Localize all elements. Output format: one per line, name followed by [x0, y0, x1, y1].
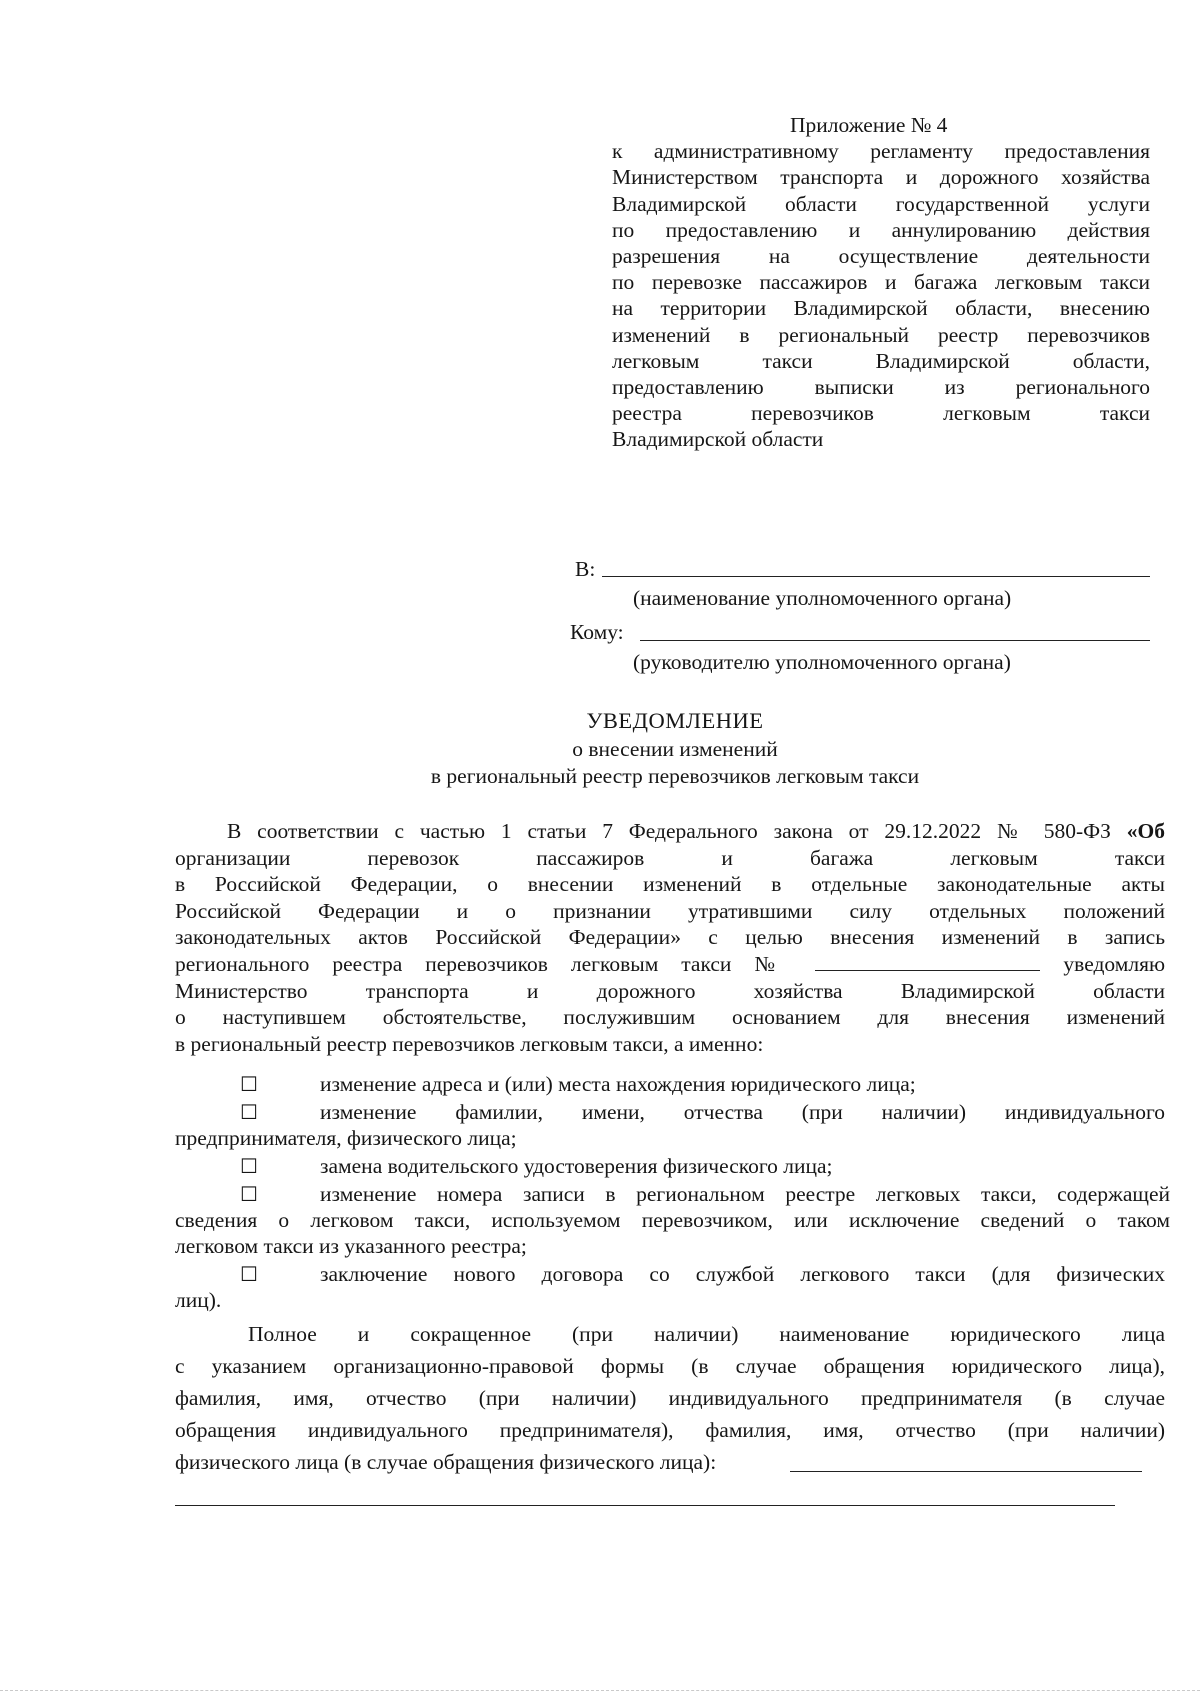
annex-line: по перевозке пассажиров и багажа легковым такси [612, 270, 1150, 295]
annex-line: к административному регламенту предоставления [612, 139, 1150, 164]
whom-label: Кому: [570, 620, 624, 644]
body-line: о наступившем обстоятельстве, послужившим основанием для внесения изменений [175, 1005, 1165, 1030]
option-label: сведения о легковом такси, используемом перевозчиком, или исключение сведений о таком [175, 1208, 1170, 1232]
option-label: изменение номера записи в региональном реестре легковых такси, содержащей [320, 1182, 1170, 1206]
to-label: В: [575, 557, 596, 581]
body-line: физического лица (в случае обращения физического лица): [175, 1450, 717, 1474]
option-checkbox[interactable]: ☐ [240, 1102, 258, 1124]
option-checkbox[interactable]: ☐ [240, 1184, 258, 1206]
annex-line: Владимирской области государственной услуги [612, 191, 1150, 216]
option-label: замена водительского удостоверения физического лица; [320, 1154, 833, 1178]
body-line: с указанием организационно-правовой формы (в случае обращения юридического лица), [175, 1354, 1165, 1378]
body-line: в региональный реестр перевозчиков легковым такси, а именно: [175, 1031, 764, 1056]
annex-line: Министерством транспорта и дорожного хозяйства [612, 165, 1150, 190]
annex-line: Владимирской области [612, 427, 824, 452]
body-line: фамилия, имя, отчество (при наличии) индивидуального предпринимателя (в случае [175, 1386, 1165, 1410]
body-line: в Российской Федерации, о внесении изменений в отдельные законодательные акты [175, 872, 1165, 897]
whom-field-line[interactable] [640, 640, 1150, 641]
annex-title: Приложение № 4 [790, 113, 948, 137]
notice-subtitle: в региональный реестр перевозчиков легковым такси [430, 764, 920, 788]
annex-line: легковым такси Владимирской области, [612, 348, 1150, 373]
annex-line: на территории Владимирской области, внесению [612, 296, 1150, 321]
option-checkbox[interactable]: ☐ [240, 1074, 258, 1096]
body-line: Полное и сокращенное (при наличии) наименование юридического лица [248, 1322, 1165, 1346]
option-label: предпринимателя, физического лица; [175, 1126, 517, 1150]
to-hint: (наименование уполномоченного органа) [633, 586, 1012, 610]
body-line: Российской Федерации и о признании утратившими силу отдельных положений [175, 898, 1165, 923]
body-line: законодательных актов Российской Федерации» с целью внесения изменений в запись [175, 925, 1165, 950]
body-paragraph [175, 818, 1165, 1057]
body-line: обращения индивидуального предпринимателя), фамилия, имя, отчество (при наличии) [175, 1418, 1165, 1442]
annex-line: предоставлению выписки из регионального [612, 375, 1150, 400]
option-label: легковом такси из указанного реестра; [175, 1234, 527, 1258]
option-checkbox[interactable]: ☐ [240, 1264, 258, 1286]
annex-line: изменений в региональный реестр перевозчиков [612, 322, 1150, 347]
body-line: Министерство транспорта и дорожного хозяйства Владимирской области [175, 978, 1165, 1003]
annex-line: по предоставлению и аннулированию действия [612, 217, 1150, 242]
option-label: изменение адреса и (или) места нахождения юридического лица; [320, 1072, 916, 1096]
annex-line: разрешения на осуществление деятельности [612, 244, 1150, 269]
applicant-name-field-line2[interactable] [175, 1505, 1115, 1506]
notice-title: УВЕДОМЛЕНИЕ [586, 708, 764, 733]
option-checkbox[interactable]: ☐ [240, 1156, 258, 1178]
option-label: изменение фамилии, имени, отчества (при наличии) индивидуального [320, 1100, 1165, 1124]
option-label: заключение нового договора со службой легкового такси (для физических [320, 1262, 1165, 1286]
to-field-line[interactable] [602, 576, 1150, 577]
bold-quote: «Об [1126, 819, 1165, 843]
notice-subtitle: о внесении изменений [572, 737, 778, 761]
annex-line: реестра перевозчиков легковым такси [612, 401, 1150, 426]
registry-number-field[interactable] [815, 952, 1040, 971]
body-line: регионального реестра перевозчиков легковым такси № уведомляю [175, 951, 1166, 976]
page-bottom-edge [0, 1690, 1200, 1691]
annex-block [612, 112, 1150, 453]
body-line: В соответствии с частью 1 статьи 7 Федерального закона от 29.12.2022 № 580-ФЗ «Об [227, 819, 1165, 843]
whom-hint: (руководителю уполномоченного органа) [633, 650, 1011, 674]
applicant-name-field[interactable] [790, 1471, 1142, 1472]
option-label: лиц). [175, 1288, 222, 1312]
body-line: организации перевозок пассажиров и багажа легковым такси [175, 845, 1165, 870]
